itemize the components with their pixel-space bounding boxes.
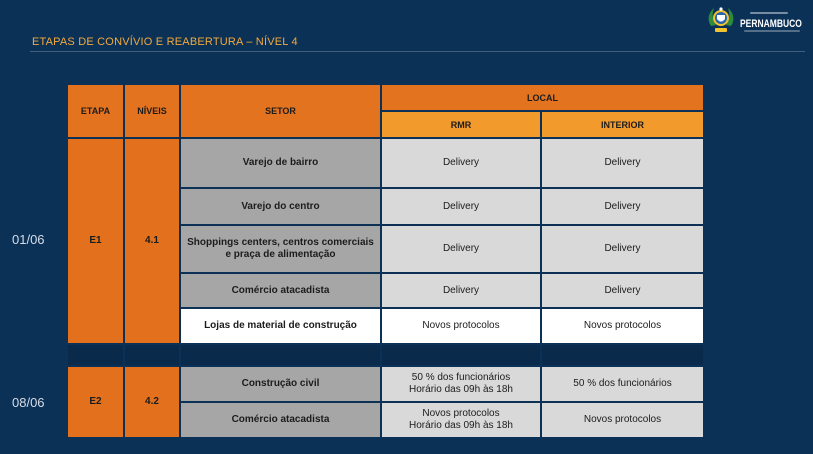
- spacer-cell: [382, 345, 540, 365]
- rmr-cell: [382, 309, 540, 343]
- rmr-cell: [382, 367, 540, 401]
- rmr-text: Delivery: [442, 243, 480, 254]
- header-rmr: [382, 112, 540, 137]
- stage-date-e2: 08/06: [12, 395, 45, 410]
- state-logo: [704, 3, 806, 39]
- table-row: [181, 367, 703, 401]
- sector-text: Construção civil: [241, 378, 320, 389]
- stage-cell: [68, 139, 123, 343]
- interior-cell: [542, 189, 703, 224]
- stage-date-e1: 01/06: [12, 232, 45, 247]
- rmr-text: Delivery: [442, 284, 480, 296]
- rmr-text-line1: 50 % dos funcionários: [411, 372, 511, 383]
- sector-text: Comércio atacadista: [231, 284, 330, 296]
- sector-cell: [181, 139, 380, 187]
- interior-text: Delivery: [604, 284, 641, 296]
- header-setor: [181, 85, 380, 137]
- interior-text: Delivery: [604, 200, 641, 212]
- rmr-text: Delivery: [442, 200, 480, 212]
- header-local: [382, 85, 703, 110]
- sector-text-line2: e praça de alimentação: [225, 249, 336, 260]
- sector-cell: [181, 367, 380, 401]
- interior-cell: [542, 139, 703, 187]
- rmr-cell: [382, 189, 540, 224]
- stage-group-e1: [68, 139, 703, 343]
- table-row-highlighted: [181, 309, 703, 343]
- sector-cell: [181, 309, 380, 343]
- interior-cell: [542, 403, 703, 437]
- sector-cell: [181, 226, 380, 272]
- header-local-label: LOCAL: [527, 92, 558, 103]
- header-niveis: [125, 85, 179, 137]
- interior-text: Delivery: [604, 243, 641, 254]
- table-header: [68, 85, 703, 137]
- interior-cell: [542, 309, 703, 343]
- rmr-cell: [382, 403, 540, 437]
- spacer-cell: [542, 345, 703, 365]
- table-row: [181, 226, 703, 272]
- sector-text: Comércio atacadista: [231, 414, 330, 425]
- header-etapa-label: ETAPA: [80, 106, 111, 116]
- rmr-cell: [382, 139, 540, 187]
- interior-text: Novos protocolos: [583, 320, 662, 331]
- level-cell: [125, 139, 179, 343]
- sector-cell: [181, 274, 380, 307]
- header-interior-label: INTERIOR: [600, 119, 644, 130]
- table-row: [181, 274, 703, 307]
- logo-microtext-bottom: [744, 30, 800, 32]
- table-row: [181, 403, 703, 437]
- sector-text: Varejo de bairro: [242, 157, 319, 168]
- header-rmr-label: RMR: [450, 119, 472, 130]
- stage-group-e2: [68, 367, 703, 437]
- rmr-text: Delivery: [442, 157, 480, 168]
- spacer-row: [68, 345, 703, 365]
- rmr-text-line2: Horário das 09h às 18h: [409, 420, 513, 431]
- interior-text: 50 % dos funcionários: [573, 378, 672, 389]
- table-row: [181, 189, 703, 224]
- interior-cell: [542, 367, 703, 401]
- stage-label: E1: [89, 235, 102, 246]
- slide-title: ETAPAS DE CONVÍVIO E REABERTURA – NÍVEL 4: [32, 36, 298, 48]
- rmr-text-line2: Horário das 09h às 18h: [409, 384, 513, 395]
- interior-cell: [542, 226, 703, 272]
- rmr-cell: [382, 274, 540, 307]
- table-row: [181, 139, 703, 187]
- level-label: 4.1: [145, 235, 159, 246]
- header-etapa: [68, 85, 123, 137]
- sector-text: Varejo do centro: [241, 200, 320, 212]
- reopening-table: [68, 85, 703, 437]
- sector-cell: [181, 403, 380, 437]
- sector-text-line1: Shoppings centers, centros comerciais: [187, 237, 374, 248]
- sector-cell: [181, 189, 380, 224]
- sector-text: Lojas de material de construção: [204, 320, 357, 331]
- header-niveis-label: NÍVEIS: [137, 106, 167, 116]
- stage-cell: [68, 367, 123, 437]
- header-interior: [542, 112, 703, 137]
- interior-text: Novos protocolos: [583, 414, 662, 425]
- spacer-cell: [125, 345, 179, 365]
- logo-wordmark: PERNAMBUCO: [740, 17, 802, 30]
- rmr-cell: [382, 226, 540, 272]
- logo-microtext-top: [750, 12, 788, 14]
- header-setor-label: SETOR: [265, 106, 296, 116]
- rmr-text-line1: Novos protocolos: [422, 408, 500, 419]
- level-label: 4.2: [145, 396, 159, 407]
- title-underline: [30, 51, 805, 52]
- coat-of-arms-icon: [706, 5, 736, 35]
- level-cell: [125, 367, 179, 437]
- interior-cell: [542, 274, 703, 307]
- spacer-cell: [68, 345, 123, 365]
- interior-text: Delivery: [604, 157, 641, 168]
- stage-label: E2: [89, 396, 102, 407]
- spacer-cell: [181, 345, 380, 365]
- rmr-text: Novos protocolos: [422, 320, 500, 331]
